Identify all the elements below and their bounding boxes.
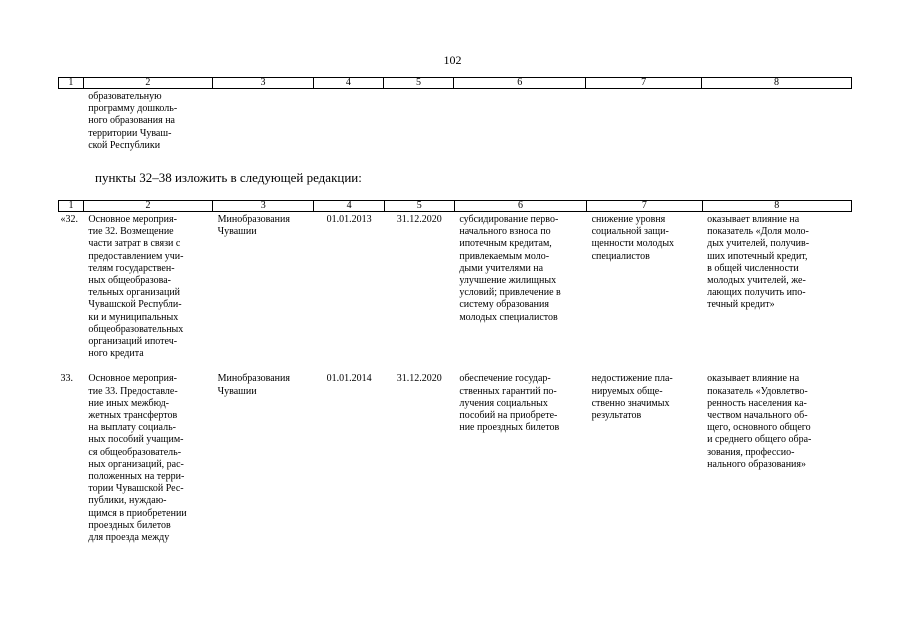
end-date: 31.12.2020 [396, 373, 442, 385]
column-number: 3 [213, 78, 314, 89]
start-date: 01.01.2014 [326, 373, 372, 385]
column-number: 8 [701, 78, 851, 89]
executor: Минобразования Чувашии [217, 373, 290, 397]
indicator-link: оказывает влияние на показатель «Удовлетво- ренность населения ка- чеством начального об- щего, основного общего и среднего общего обра- зования, профессио- нального образования» [707, 373, 812, 470]
table-main [58, 200, 852, 544]
expected-result: обеспечение государ- ственных гарантий по- лучения социальных пособий на приобрете- ние проездных билетов [459, 373, 560, 434]
column-number-row [59, 78, 852, 89]
column-number: 4 [314, 201, 384, 212]
column-number: 6 [454, 78, 586, 89]
column-number: 7 [586, 78, 702, 89]
non-implementation-consequence: снижение уровня социальной защи- щенности молодых специалистов [591, 214, 675, 262]
column-number: 2 [83, 201, 212, 212]
column-number: 8 [702, 201, 851, 212]
column-number: 6 [454, 201, 586, 212]
non-implementation-consequence: недостижение пла- нируемых обще- ственно значимых результатов [591, 373, 673, 422]
table-row [59, 212, 852, 361]
row-number: 33. [60, 373, 73, 385]
table-continuation [58, 77, 852, 152]
end-date: 31.12.2020 [396, 214, 442, 225]
column-number: 4 [313, 78, 383, 89]
column-number: 2 [83, 78, 212, 89]
continuation-cell: образовательную программу дошколь- ного образования на территории Чуваш- ской Республики [88, 91, 178, 151]
page-number: 102 [443, 53, 462, 67]
indicator-link: оказывает влияние на показатель «Доля моло- дых учителей, получив- ших ипотечный кредит, в общей численности молодых учителей, же- лающих получить ипо- течный кредит» [707, 214, 810, 311]
column-number: 1 [59, 201, 84, 212]
measure-name: Основное мероприя- тие 33. Предоставле- ние иных межбюд- жетных трансфертов на выплату социаль- ных пособий учащим- ся общеобразователь- ных организаций, рас- положенных на терри- тории Чувашской Рес- публики, нуждаю- щимся в приобретении проездных билетов для проезда между [88, 373, 187, 544]
executor: Минобразования Чувашии [217, 214, 290, 238]
start-date: 01.01.2013 [326, 214, 372, 225]
measure-name: Основное мероприя- тие 32. Возмещение части затрат в связи с предоставлением учи- телям государствен- ных общеобразова- тельных организаций Чувашской Республи- ки и муниципальных общеобразовательных организаций ипотеч- ного кредита [88, 214, 184, 360]
table-row [59, 89, 852, 153]
column-number: 3 [213, 201, 314, 212]
expected-result: субсидирование перво- начального взноса по ипотечным кредитам, привлекаемым моло- дыми учителями на улучшение жилищных условий; привлечение в систему образования молодых специалистов [459, 214, 561, 323]
column-number: 7 [587, 201, 703, 212]
row-number: «32. [60, 214, 78, 225]
column-number: 5 [383, 78, 453, 89]
column-number-row [59, 201, 852, 212]
column-number: 5 [384, 201, 454, 212]
column-number: 1 [59, 78, 84, 89]
intro-text: пункты 32–38 изложить в следующей редакции: [95, 170, 362, 185]
table-row [59, 360, 852, 544]
